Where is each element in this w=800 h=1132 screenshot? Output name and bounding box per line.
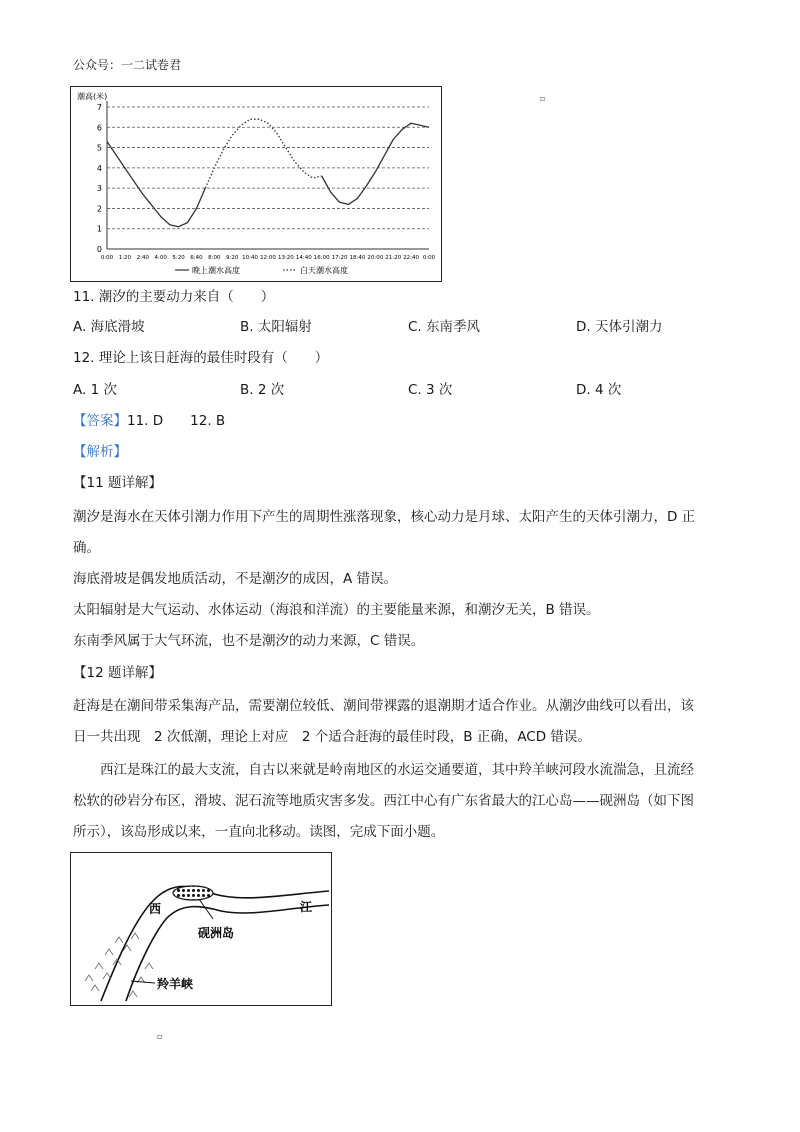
xijiang-map	[70, 852, 332, 1006]
island-shape	[173, 886, 213, 900]
x-tick-label: 5:20	[172, 255, 185, 261]
y-tick-label: 2	[96, 204, 102, 214]
river-bank-north	[101, 886, 329, 1001]
q11-option-b[interactable]: B. 太阳辐射	[240, 319, 312, 335]
y-tick-label: 4	[96, 163, 102, 173]
x-tick-label: 6:40	[190, 255, 203, 261]
detail11-title: 【11 题详解】	[73, 475, 162, 491]
tide-chart-svg	[71, 87, 441, 281]
y-tick-label: 7	[96, 103, 102, 112]
q12-option-a[interactable]: A. 1 次	[73, 382, 117, 398]
x-tick-label: 20:00	[367, 255, 384, 261]
q11-option-d[interactable]: D. 天体引潮力	[576, 319, 663, 335]
detail11-line: 潮汐是海水在天体引潮力作用下产生的周期性涨落现象，核心动力是月球、太阳产生的天体引潮力，D 正	[73, 509, 696, 525]
x-tick-label: 12:00	[260, 255, 276, 261]
gorge-mountains	[85, 933, 153, 997]
passage	[73, 755, 733, 848]
chart-ylabel: 潮高(米)	[77, 92, 108, 101]
detail11-body	[73, 502, 733, 657]
label-jiang: 江	[300, 900, 313, 914]
passage-line: 西江是珠江的最大支流，自古以来就是岭南地区的水运交通要道，其中羚羊峡河段水流湍急，且流经	[100, 762, 694, 778]
detail12-title: 【12 题详解】	[73, 665, 162, 681]
xijiang-map-svg	[71, 853, 331, 1005]
x-tick-label: 13:20	[277, 255, 294, 261]
legend-item-night: 晚上潮水高度	[192, 266, 240, 275]
q12-options	[73, 380, 713, 400]
x-tick-label: 4:00	[154, 255, 167, 261]
detail11-line: 海底滑坡是偶发地质活动，不是潮汐的成因，A 错误。	[73, 571, 398, 587]
detail11-line: 确。	[73, 540, 100, 556]
q11-options	[73, 317, 713, 337]
x-tick-label: 0:00	[100, 255, 114, 261]
x-tick-label: 21:20	[385, 255, 402, 261]
x-tick-label: 14:40	[295, 255, 312, 261]
gorge-pointer	[131, 981, 155, 983]
detail12-line: 日一共出现 2 次低潮，理论上对应 2 个适合赶海的最佳时段，B 正确，ACD 错误。	[73, 729, 591, 745]
detail12-body	[73, 691, 733, 753]
x-tick-label: 9:20	[226, 255, 239, 261]
q12-option-c[interactable]: C. 3 次	[408, 382, 453, 398]
detail12-line: 赶海是在潮间带采集海产品，需要潮位较低、潮间带裸露的退潮期才适合作业。从潮汐曲线可以看出，该	[73, 698, 694, 714]
page-marker: ▫	[540, 94, 546, 103]
analysis-label: 【解析】	[73, 444, 127, 460]
y-tick-label: 3	[96, 184, 102, 194]
x-tick-label: 2:40	[136, 255, 149, 261]
x-tick-label: 17:20	[331, 255, 348, 261]
label-island: 砚洲岛	[198, 926, 235, 940]
q11-option-c[interactable]: C. 东南季风	[408, 319, 481, 335]
answer-values: 11. D 12. B	[127, 413, 226, 429]
x-tick-label: 0:00	[422, 255, 436, 261]
x-tick-label: 18:40	[349, 255, 366, 261]
label-gorge: 羚羊峡	[157, 977, 194, 991]
x-tick-label: 1:20	[118, 255, 132, 261]
x-tick-label: 8:00	[208, 255, 221, 261]
series-line-night	[107, 142, 205, 227]
y-tick-label: 6	[96, 123, 102, 133]
answer-label: 【答案】	[73, 413, 127, 429]
detail11-line: 东南季风属于大气环流，也不是潮汐的动力来源，C 错误。	[73, 633, 425, 649]
q12-stem: 12. 理论上该日赶海的最佳时段有（ ）	[73, 350, 329, 366]
q12-option-b[interactable]: B. 2 次	[240, 382, 285, 398]
x-tick-label: 16:00	[313, 255, 330, 261]
answer-line	[73, 411, 225, 431]
source-label: 公众号：一二试卷君	[73, 58, 182, 72]
x-tick-label: 10:40	[242, 255, 259, 261]
q12-option-d[interactable]: D. 4 次	[576, 382, 622, 398]
page-marker-bottom: ▫	[157, 1032, 163, 1041]
q11-stem: 11. 潮汐的主要动力来自（ ）	[73, 289, 275, 305]
label-xi: 西	[149, 902, 162, 916]
y-tick-label: 1	[96, 224, 102, 234]
detail11-line: 太阳辐射是大气运动、水体运动（海浪和洋流）的主要能量来源，和潮汐无关，B 错误。	[73, 602, 600, 618]
x-tick-label: 22:40	[403, 255, 420, 261]
q11-option-a[interactable]: A. 海底滑坡	[73, 319, 145, 335]
passage-line: 松软的砂岩分布区，滑坡、泥石流等地质灾害多发。西江中心有广东省最大的江心岛——砚洲岛（如下图	[73, 793, 694, 809]
y-tick-label: 0	[96, 245, 102, 254]
legend-item-day: 白天潮水高度	[300, 266, 348, 275]
series-line-night	[322, 123, 429, 204]
tide-chart	[70, 86, 442, 282]
series-line-day	[205, 119, 321, 188]
passage-line: 所示），该岛形成以来，一直向北移动。读图，完成下面小题。	[73, 824, 445, 840]
y-tick-label: 5	[96, 143, 102, 153]
